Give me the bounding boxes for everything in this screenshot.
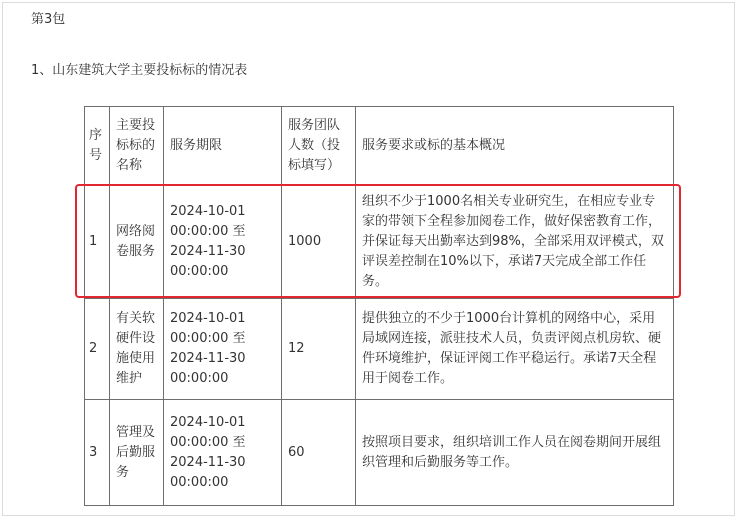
row-team-size: 12: [282, 299, 356, 400]
row-requirements: 按照项目要求，组织培训工作人员在阅卷期间开展组织管理和后勤服务等工作。: [356, 400, 674, 506]
row-index: 2: [85, 299, 110, 400]
row-index: 3: [85, 400, 110, 506]
table-row: [85, 186, 674, 299]
header-index: 序号: [85, 107, 110, 186]
header-service-period: 服务期限: [164, 107, 282, 186]
row-service-period: 2024-10-01 00:00:00 至 2024-11-30 00:00:00: [164, 299, 282, 400]
table-row: [85, 299, 674, 400]
row-item-name: 管理及后勤服务: [110, 400, 164, 506]
package-title: 第3包: [31, 12, 66, 27]
row-item-name: 有关软硬件设施使用维护: [110, 299, 164, 400]
row-requirements: 提供独立的不少于1000台计算机的网络中心，采用局域网连接，派驻技术人员，负责评阅点机房软、硬件环境维护，保证评阅工作平稳运行。承诺7天全程用于阅卷工作。: [356, 299, 674, 400]
row-requirements: 组织不少于1000名相关专业研究生，在相应专业专家的带领下全程参加阅卷工作，做好保密教育工作，并保证每天出勤率达到98%，全部采用双评模式，双评误差控制在10%以下，承诺7天完成全部工作任务。: [356, 186, 674, 299]
header-item-name: 主要投标标的名称: [110, 107, 164, 186]
table-row: [85, 400, 674, 506]
row-item-name: 网络阅卷服务: [110, 186, 164, 299]
row-team-size: 1000: [282, 186, 356, 299]
section-title: 1、山东建筑大学主要投标标的情况表: [31, 63, 248, 78]
table-header-row: [85, 107, 674, 186]
row-index: 1: [85, 186, 110, 299]
header-requirements: 服务要求或标的基本概况: [356, 107, 674, 186]
header-team-size: 服务团队人数（投标填写）: [282, 107, 356, 186]
row-service-period: 2024-10-01 00:00:00 至 2024-11-30 00:00:00: [164, 400, 282, 506]
bid-items-table: [84, 106, 674, 506]
row-service-period: 2024-10-01 00:00:00 至 2024-11-30 00:00:00: [164, 186, 282, 299]
row-team-size: 60: [282, 400, 356, 506]
